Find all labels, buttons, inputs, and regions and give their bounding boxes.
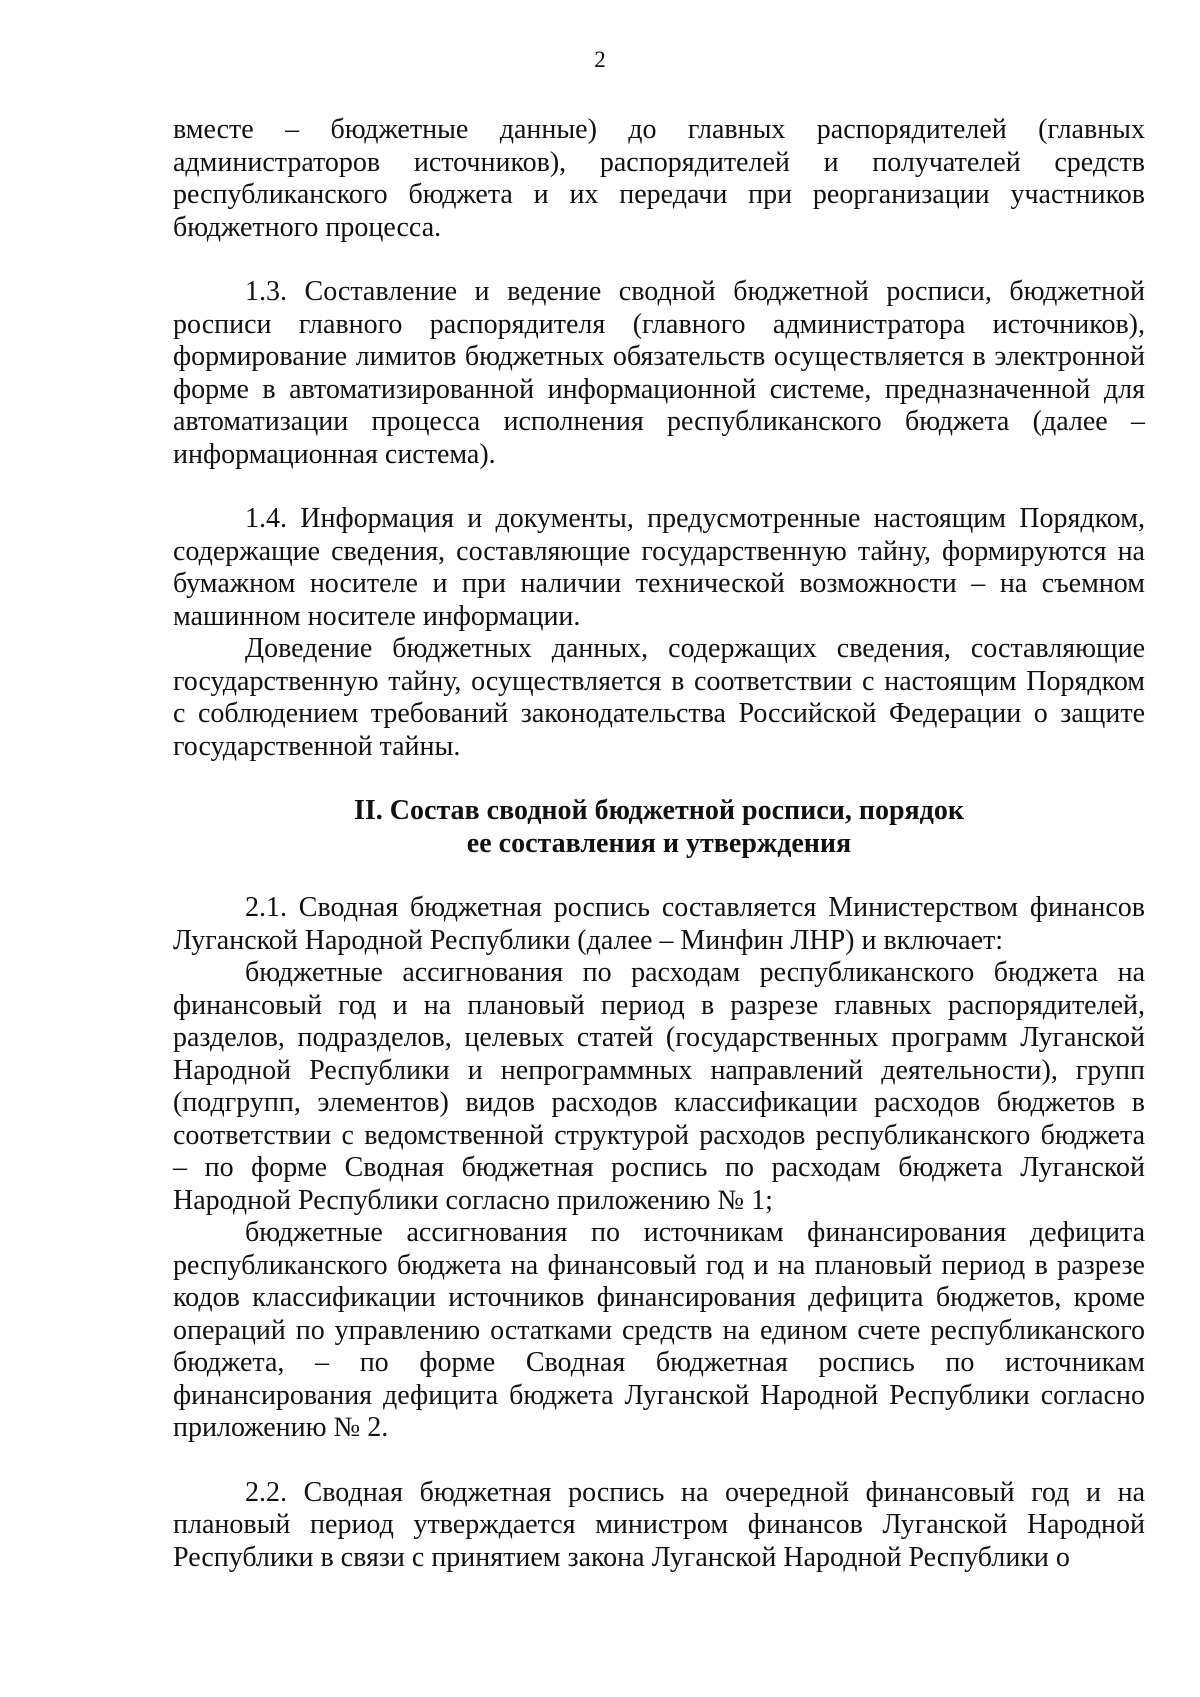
- paragraph-1-3: 1.3. Составление и ведение сводной бюджетной росписи, бюджетной росписи главного распорядителя (главного администратора источников), формирование лимитов бюджетных обязательств осуществляется в электронной форме в автоматизированной информационной системе, предназначенной для автоматизации процесса исполнения республиканского бюджета (далее – информационная система).: [173, 276, 1145, 470]
- section-2-heading-line1: II. Состав сводной бюджетной росписи, порядок: [354, 795, 964, 826]
- paragraph-continuation: вместе – бюджетные данные) до главных распорядителей (главных администраторов источников), распорядителей и получателей средств республиканского бюджета и их передачи при реорганизации участников бюджетного процесса.: [173, 114, 1145, 243]
- document-body: [173, 114, 1145, 1574]
- section-2-heading: [173, 795, 1145, 860]
- paragraph-2-2: 2.2. Сводная бюджетная роспись на очередной финансовый год и на плановый период утверждается министром финансов Луганской Народной Республики в связи с принятием закона Луганской Народной Республики о: [173, 1476, 1145, 1573]
- paragraph-2-1-expenses: бюджетные ассигнования по расходам республиканского бюджета на финансовый год и на плановый период в разрезе главных распорядителей, разделов, подразделов, целевых статей (государственных программ Луганской Народной Республики и непрограммных направлений деятельности), групп (подгрупп, элементов) видов расходов классификации расходов бюджетов в соответствии с ведомственной структурой расходов республиканского бюджета – по форме Сводная бюджетная роспись по расходам бюджета Луганской Народной Республики согласно приложению № 1;: [173, 957, 1145, 1216]
- page-number: 2: [594, 47, 606, 72]
- section-2-heading-line2: ее составления и утверждения: [466, 827, 852, 859]
- paragraph-1-4-continued: Доведение бюджетных данных, содержащих сведения, составляющие государственную тайну, осуществляется в соответствии с настоящим Порядком с соблюдением требований законодательства Российской Федерации о защите государственной тайны.: [173, 633, 1145, 762]
- paragraph-1-4: 1.4. Информация и документы, предусмотренные настоящим Порядком, содержащие сведения, составляющие государственную тайну, формируются на бумажном носителе и при наличии технической возможности – на съемном машинном носителе информации.: [173, 503, 1145, 632]
- paragraph-2-1: 2.1. Сводная бюджетная роспись составляется Министерством финансов Луганской Народной Республики (далее – Минфин ЛНР) и включает:: [173, 892, 1145, 956]
- paragraph-2-1-sources: бюджетные ассигнования по источникам финансирования дефицита республиканского бюджета на финансовый год и на плановый период в разрезе кодов классификации источников финансирования дефицита бюджетов, кроме операций по управлению остатками средств на едином счете республиканского бюджета, – по форме Сводная бюджетная роспись по источникам финансирования дефицита бюджета Луганской Народной Республики согласно приложению № 2.: [173, 1217, 1145, 1443]
